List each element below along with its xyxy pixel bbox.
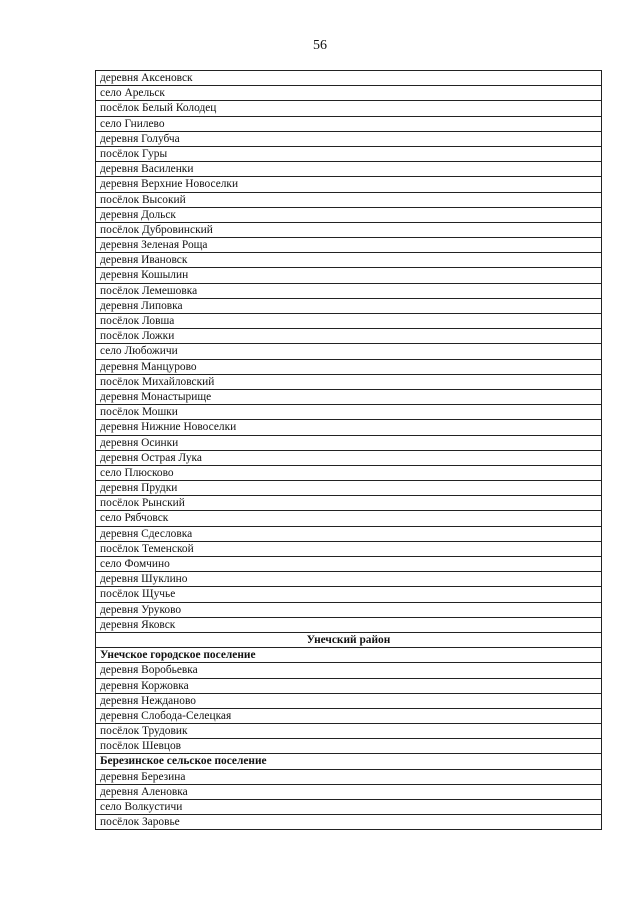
district-heading: Унечский район	[96, 633, 601, 648]
table-row: деревня Шуклино	[96, 572, 601, 587]
table-row: деревня Яковск	[96, 618, 601, 633]
table-row: посёлок Лемешовка	[96, 284, 601, 299]
table-row: посёлок Трудовик	[96, 724, 601, 739]
table-row: посёлок Теменской	[96, 542, 601, 557]
table-row: посёлок Высокий	[96, 193, 601, 208]
table-row: посёлок Гуры	[96, 147, 601, 162]
table-row: село Волкустичи	[96, 800, 601, 815]
table-row: деревня Василенки	[96, 162, 601, 177]
table-row: село Арельск	[96, 86, 601, 101]
table-row: деревня Воробьевка	[96, 663, 601, 678]
table-row: деревня Манцурово	[96, 360, 601, 375]
table-row: посёлок Белый Колодец	[96, 101, 601, 116]
table-row: деревня Монастырище	[96, 390, 601, 405]
table-row: деревня Аксеновск	[96, 71, 601, 86]
table-row: село Фомчино	[96, 557, 601, 572]
table-row: деревня Нежданово	[96, 694, 601, 709]
table-row: деревня Дольск	[96, 208, 601, 223]
table-row: посёлок Михайловский	[96, 375, 601, 390]
table-row: деревня Липовка	[96, 299, 601, 314]
table-row: посёлок Шевцов	[96, 739, 601, 754]
table-row: посёлок Дубровинский	[96, 223, 601, 238]
table-row: деревня Коржовка	[96, 679, 601, 694]
table-row: село Гнилево	[96, 117, 601, 132]
table-row: деревня Осинки	[96, 436, 601, 451]
table-row: посёлок Рынский	[96, 496, 601, 511]
settlement-heading: Березинское сельское поселение	[96, 754, 601, 769]
table-row: посёлок Ловша	[96, 314, 601, 329]
page-number: 56	[313, 38, 327, 53]
table-row: село Рябчовск	[96, 511, 601, 526]
table-row: деревня Слобода-Селецкая	[96, 709, 601, 724]
table-row: село Плюсково	[96, 466, 601, 481]
table-row: деревня Острая Лука	[96, 451, 601, 466]
table-row: деревня Уруково	[96, 603, 601, 618]
table-row: деревня Сдесловка	[96, 527, 601, 542]
settlement-table	[95, 70, 602, 830]
table-row: посёлок Мошки	[96, 405, 601, 420]
table-row: деревня Аленовка	[96, 785, 601, 800]
table-row: деревня Зеленая Роща	[96, 238, 601, 253]
table-row: посёлок Ложки	[96, 329, 601, 344]
table-row: село Любожичи	[96, 344, 601, 359]
table-row: посёлок Щучье	[96, 587, 601, 602]
table-row: деревня Прудки	[96, 481, 601, 496]
table-row: деревня Голубча	[96, 132, 601, 147]
table-row: деревня Ивановск	[96, 253, 601, 268]
settlement-heading: Унечское городское поселение	[96, 648, 601, 663]
table-row: деревня Кошылин	[96, 268, 601, 283]
table-row: деревня Нижние Новоселки	[96, 420, 601, 435]
table-row: посёлок Заровье	[96, 815, 601, 830]
table-row: деревня Березина	[96, 770, 601, 785]
table-row: деревня Верхние Новоселки	[96, 177, 601, 192]
